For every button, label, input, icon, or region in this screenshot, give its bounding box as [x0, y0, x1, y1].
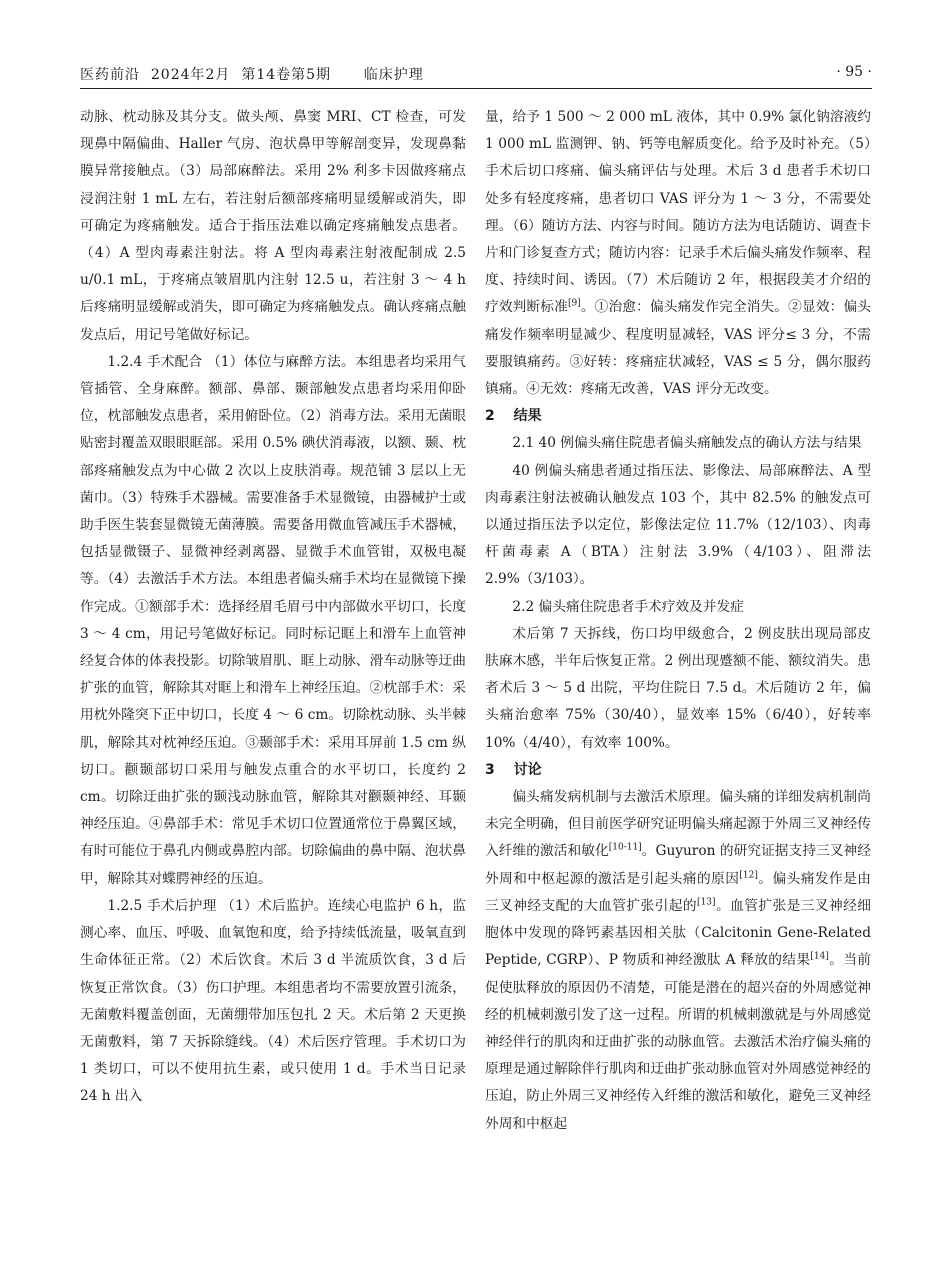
section-heading: 2 结果	[485, 408, 542, 425]
page-number: · 95 ·	[836, 64, 872, 80]
running-header	[80, 60, 872, 89]
paragraph: 偏头痛发病机制与去激活术原理。偏头痛的详细发病机制尚未完全明确，但目前医学研究证明偏头痛起源于外周三叉神经传入纤维的激活和敏化[10-11]。Guyuron 的研究证据支持三叉神经外周和中枢起源的激活是引起头痛的原因[12]。偏头痛发作是由三叉神经支配的大血管扩张引起的[13]。血管扩张是三叉神经细胞体中发现的降钙素基因相关肽（Calcitonin Gene-Related Peptide, CGRP）、P 物质和神经激肽 A 释放的结果[14]。当前促使肽释放的原因仍不清楚，可能是潜在的超兴奋的外周感觉神经的机械刺激引发了这一过程。所谓的机械刺激就是与外周感觉神经伴行的肌肉和迂曲扩张的动脉血管。去激活术治疗偏头痛的原理是通过解除伴行肌肉和迂曲扩张动脉血管对外周感觉神经的压迫，防止外周三叉神经传入纤维的激活和敏化，避免三叉神经外周和中枢起	[485, 789, 871, 1132]
subsection-heading: 2.2 偏头痛住院患者手术疗效及并发症	[512, 598, 744, 615]
paragraph: 动脉、枕动脉及其分支。做头颅、鼻窦 MRI、CT 检查，可发现鼻中隔偏曲、Haller 气房、泡状鼻甲等解剖变异，发现鼻黏膜异常接触点。（3）局部麻醉法。采用 2% 利多卡因做疼痛点浸润注射 1 mL 左右，若注射后额部疼痛明显缓解或消失，即可确定为疼痛触发。适合于指压法难以确定疼痛触发点患者。（4）A 型肉毒素注射法。将 A 型肉毒素注射液配制成 2.5 u/0.1 mL，于疼痛点皱眉肌内注射 12.5 u，若注射 3 ～ 4 h 后疼痛明显缓解或消失，即可确定为疼痛触发点。确认疼痛点触发点后，用记号笔做好标记。	[80, 109, 466, 343]
right-column	[485, 104, 871, 1138]
subsection-heading: 2.1 40 例偏头痛住院患者偏头痛触发点的确认方法与结果	[512, 435, 862, 452]
paragraph: 术后第 7 天拆线，伤口均甲级愈合，2 例皮肤出现局部皮肤麻木感，半年后恢复正常。2 例出现蹙额不能、额纹消失。患者术后 3 ～ 5 d 出院，平均住院日 7.5 d。术后随访 2 年，偏头痛治愈率 75%（30/40），显效率 15%（6/40），好转率 10%（4/40），有效率 100%。	[485, 625, 871, 751]
citation: [9]	[567, 298, 581, 309]
paragraph: 量，给予 1 500 ～ 2 000 mL 液体，其中 0.9% 氯化钠溶液约 1 000 mL 监测钾、钠、钙等电解质变化。给予及时补充。（5）手术后切口疼痛、偏头痛评估与处理。术后 3 d 患者手术切口处多有轻度疼痛，患者切口 VAS 评分为 1 ～ 3 分，不需要处理。（6）随访方法、内容与时间。随访方法为电话随访、调查卡片和门诊复查方式；随访内容：记录手术后偏头痛发作频率、程度、持续时间、诱因。（7）术后随访 2 年，根据段美才介绍的疗效判断标准[9]。①治愈：偏头痛发作完全消失。②显效：偏头痛发作频率明显减少、程度明显减轻，VAS 评分≤ 3 分，不需要服镇痛药。③好转：疼痛症状减轻，VAS ≤ 5 分，偶尔服药镇痛。④无效：疼痛无改善，VAS 评分无改变。	[485, 109, 871, 398]
left-column	[80, 104, 466, 1111]
citation: [12]	[739, 870, 758, 881]
citation: [14]	[810, 951, 829, 962]
citation: [10-11]	[608, 842, 642, 853]
journal-info: 医药前沿 2024年2月 第14卷第5期 临床护理	[80, 67, 424, 83]
paragraph: 40 例偏头痛患者通过指压法、影像法、局部麻醉法、A 型肉毒素注射法被确认触发点 103 个，其中 82.5% 的触发点可以通过指压法予以定位，影像法定位 11.7%（12/103）、肉毒杆菌毒素 A（BTA）注射法 3.9%（4/103）、阻滞法 2.9%（3/103）。	[485, 462, 871, 588]
citation: [13]	[697, 897, 716, 908]
section-heading: 3 讨论	[485, 761, 542, 778]
paragraph: 1.2.5 手术后护理 （1）术后监护。连续心电监护 6 h，监测心率、血压、呼吸、血氧饱和度，给予持续低流量，吸氧直到生命体征正常。（2）术后饮食。术后 3 d 半流质饮食，3 d 后恢复正常饮食。（3）伤口护理。本组患者均不需要放置引流条，无菌敷料覆盖创面，无菌绷带加压包扎 2 天。术后第 2 天更换无菌敷料，第 7 天拆除缝线。（4）术后医疗管理。手术切口为 1 类切口，可以不使用抗生素，或只使用 1 d。手术当日记录 24 h 出入	[80, 897, 466, 1105]
paragraph: 1.2.4 手术配合 （1）体位与麻醉方法。本组患者均采用气管插管、全身麻醉。额部、鼻部、颞部触发点患者均采用仰卧位，枕部触发点患者，采用俯卧位。（2）消毒方法。采用无菌眼贴密封覆盖双眼眼眶部。采用 0.5% 碘伏消毒液，以额、颞、枕部疼痛触发点为中心做 2 次以上皮肤消毒。规范铺 3 层以上无菌巾。（3）特殊手术器械。需要准备手术显微镜，由器械护士或助手医生装套显微镜无菌薄膜。需要备用微血管减压手术器械，包括显微镊子、显微神经剥离器、显微手术血管钳，双极电凝等。（4）去激活手术方法。本组患者偏头痛手术均在显微镜下操作完成。①额部手术：选择经眉毛眉弓中内部做水平切口，长度 3 ～ 4 cm，用记号笔做好标记。同时标记眶上和滑车上血管神经复合体的体表投影。切除皱眉肌、眶上动脉、滑车动脉等迂曲扩张的血管，解除其对眶上和滑车上神经压迫。②枕部手术：采用枕外隆突下正中切口，长度 4 ～ 6 cm。切除枕动脉、头半棘肌，解除其对枕神经压迫。③颞部手术：采用耳屏前 1.5 cm 纵切口。颧颞部切口采用与触发点重合的水平切口，长度约 2 cm。切除迂曲扩张的颞浅动脉血管，解除其对颧颞神经、耳颞神经压迫。④鼻部手术：常见手术切口位置通常位于鼻翼区域，有时可能位于鼻孔内侧或鼻腔内部。切除偏曲的鼻中隔、泡状鼻甲，解除其对蝶腭神经的压迫。	[80, 353, 466, 887]
